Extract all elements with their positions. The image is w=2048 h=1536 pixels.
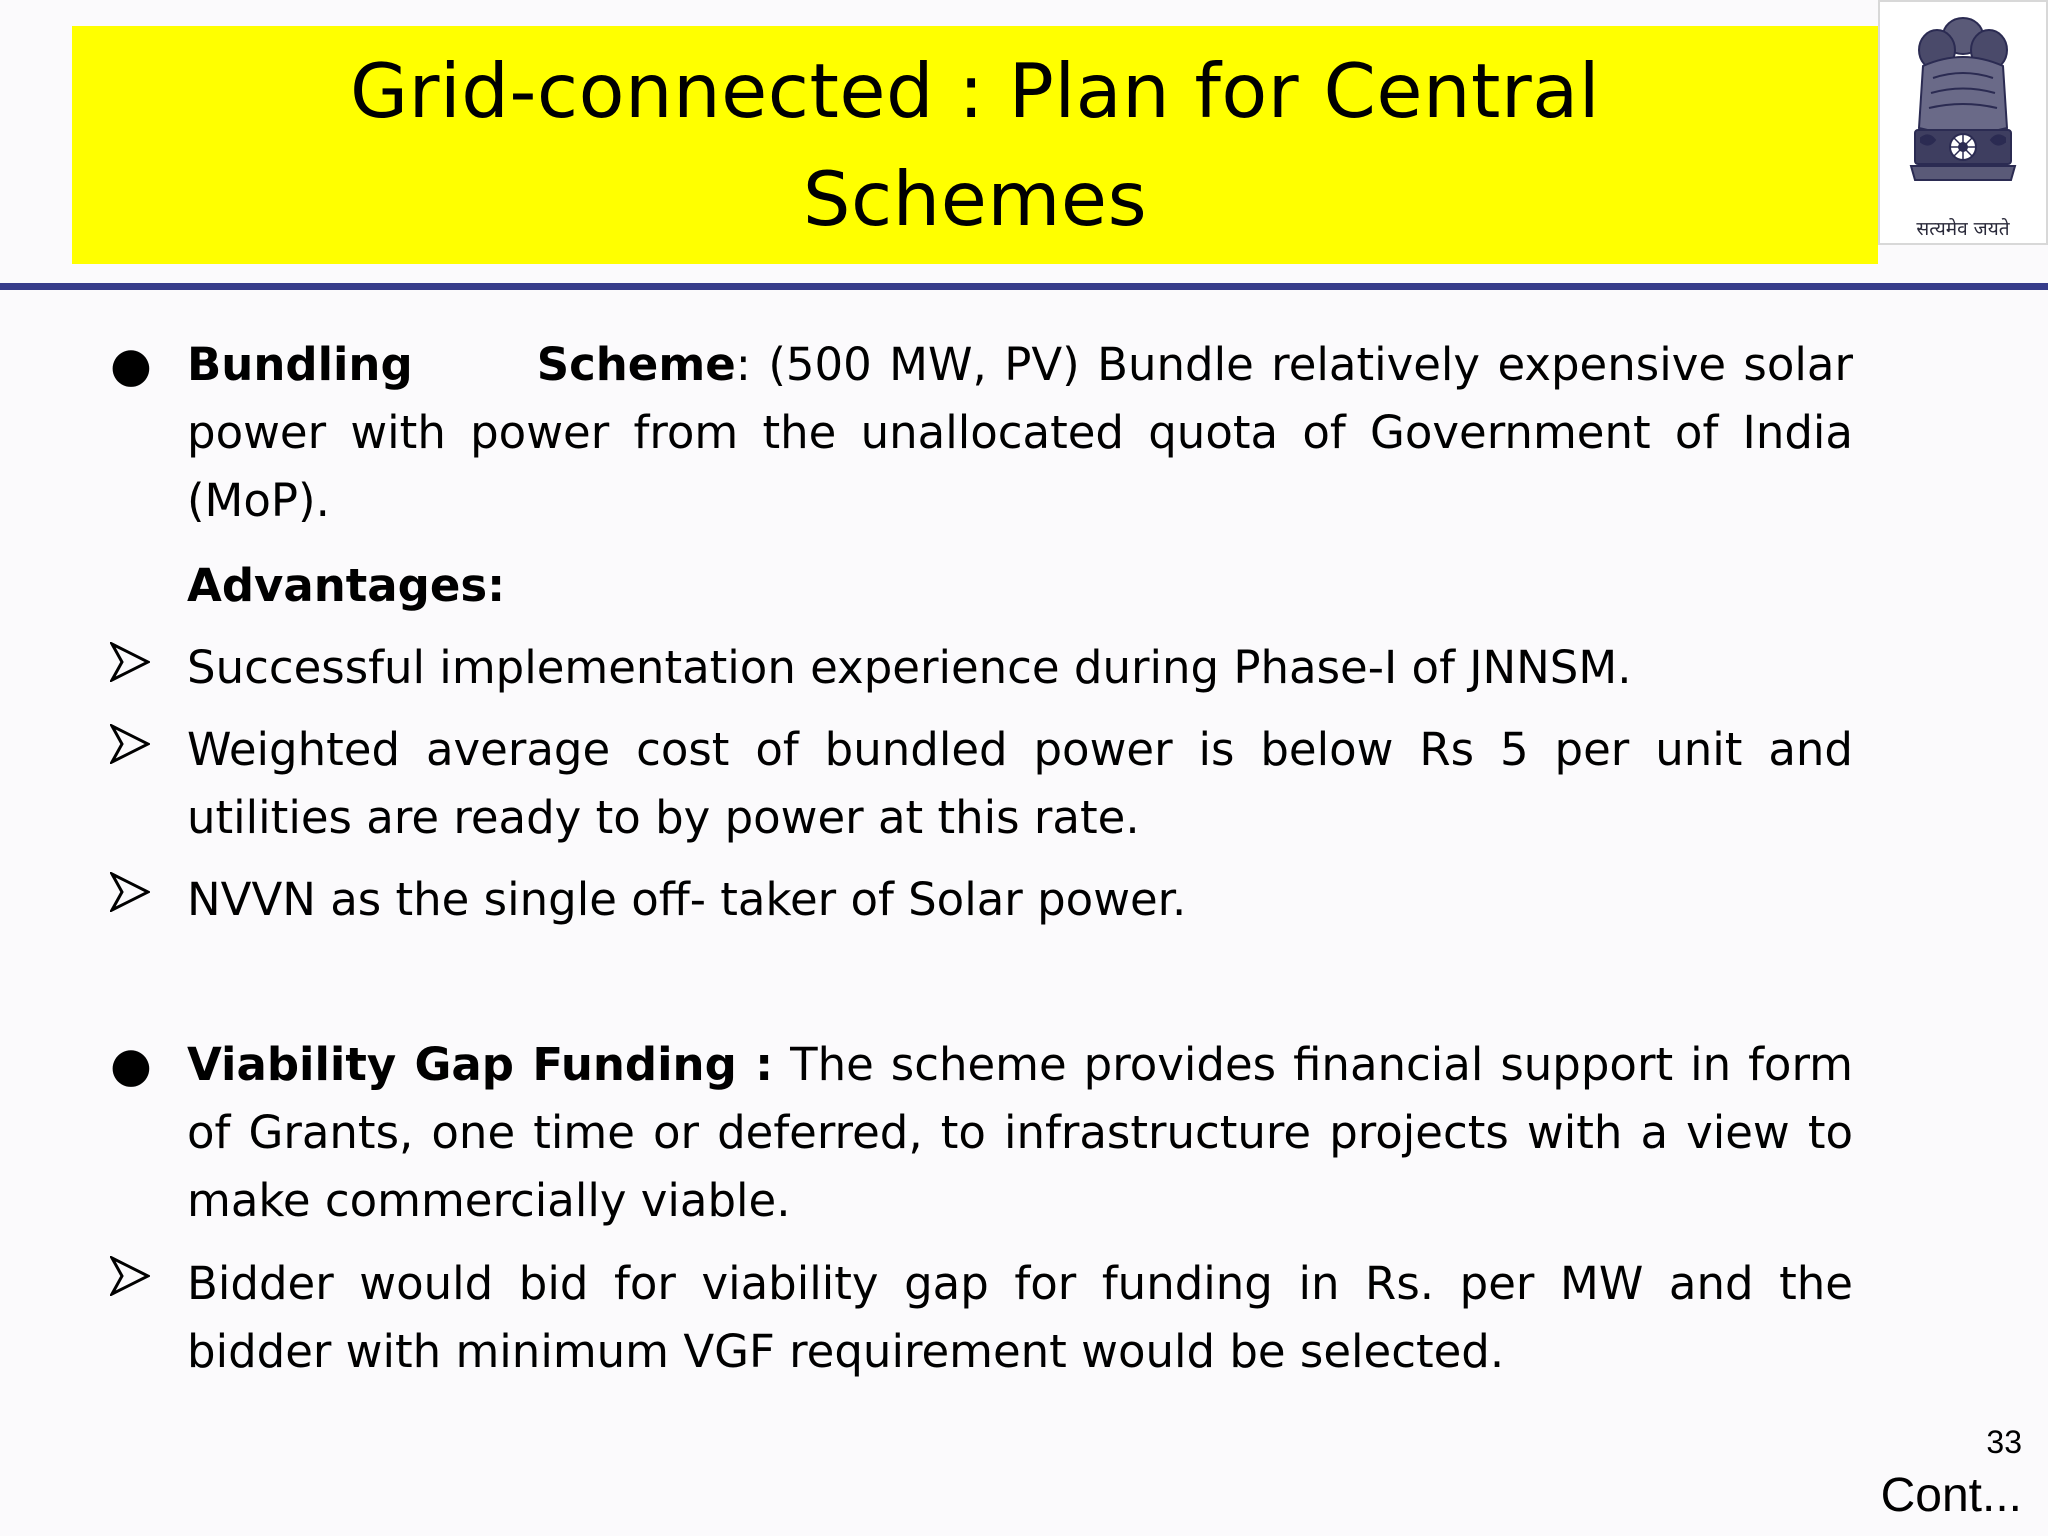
advantages-heading-text: Advantages: (187, 559, 506, 612)
bundling-description: : (500 MW, PV) Bundle relatively expensive solar power with power from the unallocated quota of Government of India (MoP). (187, 338, 1853, 527)
page-number: 33 (1986, 1424, 2022, 1460)
vgf-description: The scheme provides financial support in form of Grants, one time or deferred, to infrastructure projects with a view to make commercially viable. (187, 1038, 1854, 1227)
advantage-item: NVVN as the single off- taker of Solar power. (187, 873, 1187, 926)
slide-title: Grid-connected : Plan for Central Schemes (349, 47, 1601, 243)
vgf-paragraph (187, 1031, 1853, 1235)
vgf-point: Bidder would bid for viability gap for funding in Rs. per MW and the bidder with minimum VGF requirement would be selected. (187, 1257, 1853, 1378)
title-divider (0, 283, 2048, 290)
bundling-scheme-paragraph (187, 331, 1853, 535)
arrow-bullet-icon (110, 872, 150, 912)
continuation-label: Cont... (1880, 1469, 2022, 1522)
lion-capital-emblem-icon (1893, 8, 2033, 213)
bullet-dot: ● (110, 1037, 152, 1093)
bundling-label-part1: Bundling (187, 338, 413, 391)
advantage-item: Weighted average cost of bundled power is below Rs 5 per unit and utilities are ready to by power at this rate. (187, 723, 1853, 844)
arrow-bullet-icon (110, 1256, 150, 1296)
bullet-dot: ● (110, 337, 152, 393)
advantages-heading (187, 552, 1853, 620)
vgf-label: Viability Gap Funding : (187, 1038, 774, 1091)
bundling-label-part2: Scheme (536, 338, 736, 391)
title-banner (72, 26, 1878, 264)
arrow-bullet-icon (110, 642, 150, 682)
national-emblem (1878, 0, 2048, 245)
advantage-item: Successful implementation experience during Phase-I of JNNSM. (187, 641, 1632, 694)
emblem-motto: सत्यमेव जयते (1916, 218, 2010, 240)
arrow-bullet-icon (110, 724, 150, 764)
